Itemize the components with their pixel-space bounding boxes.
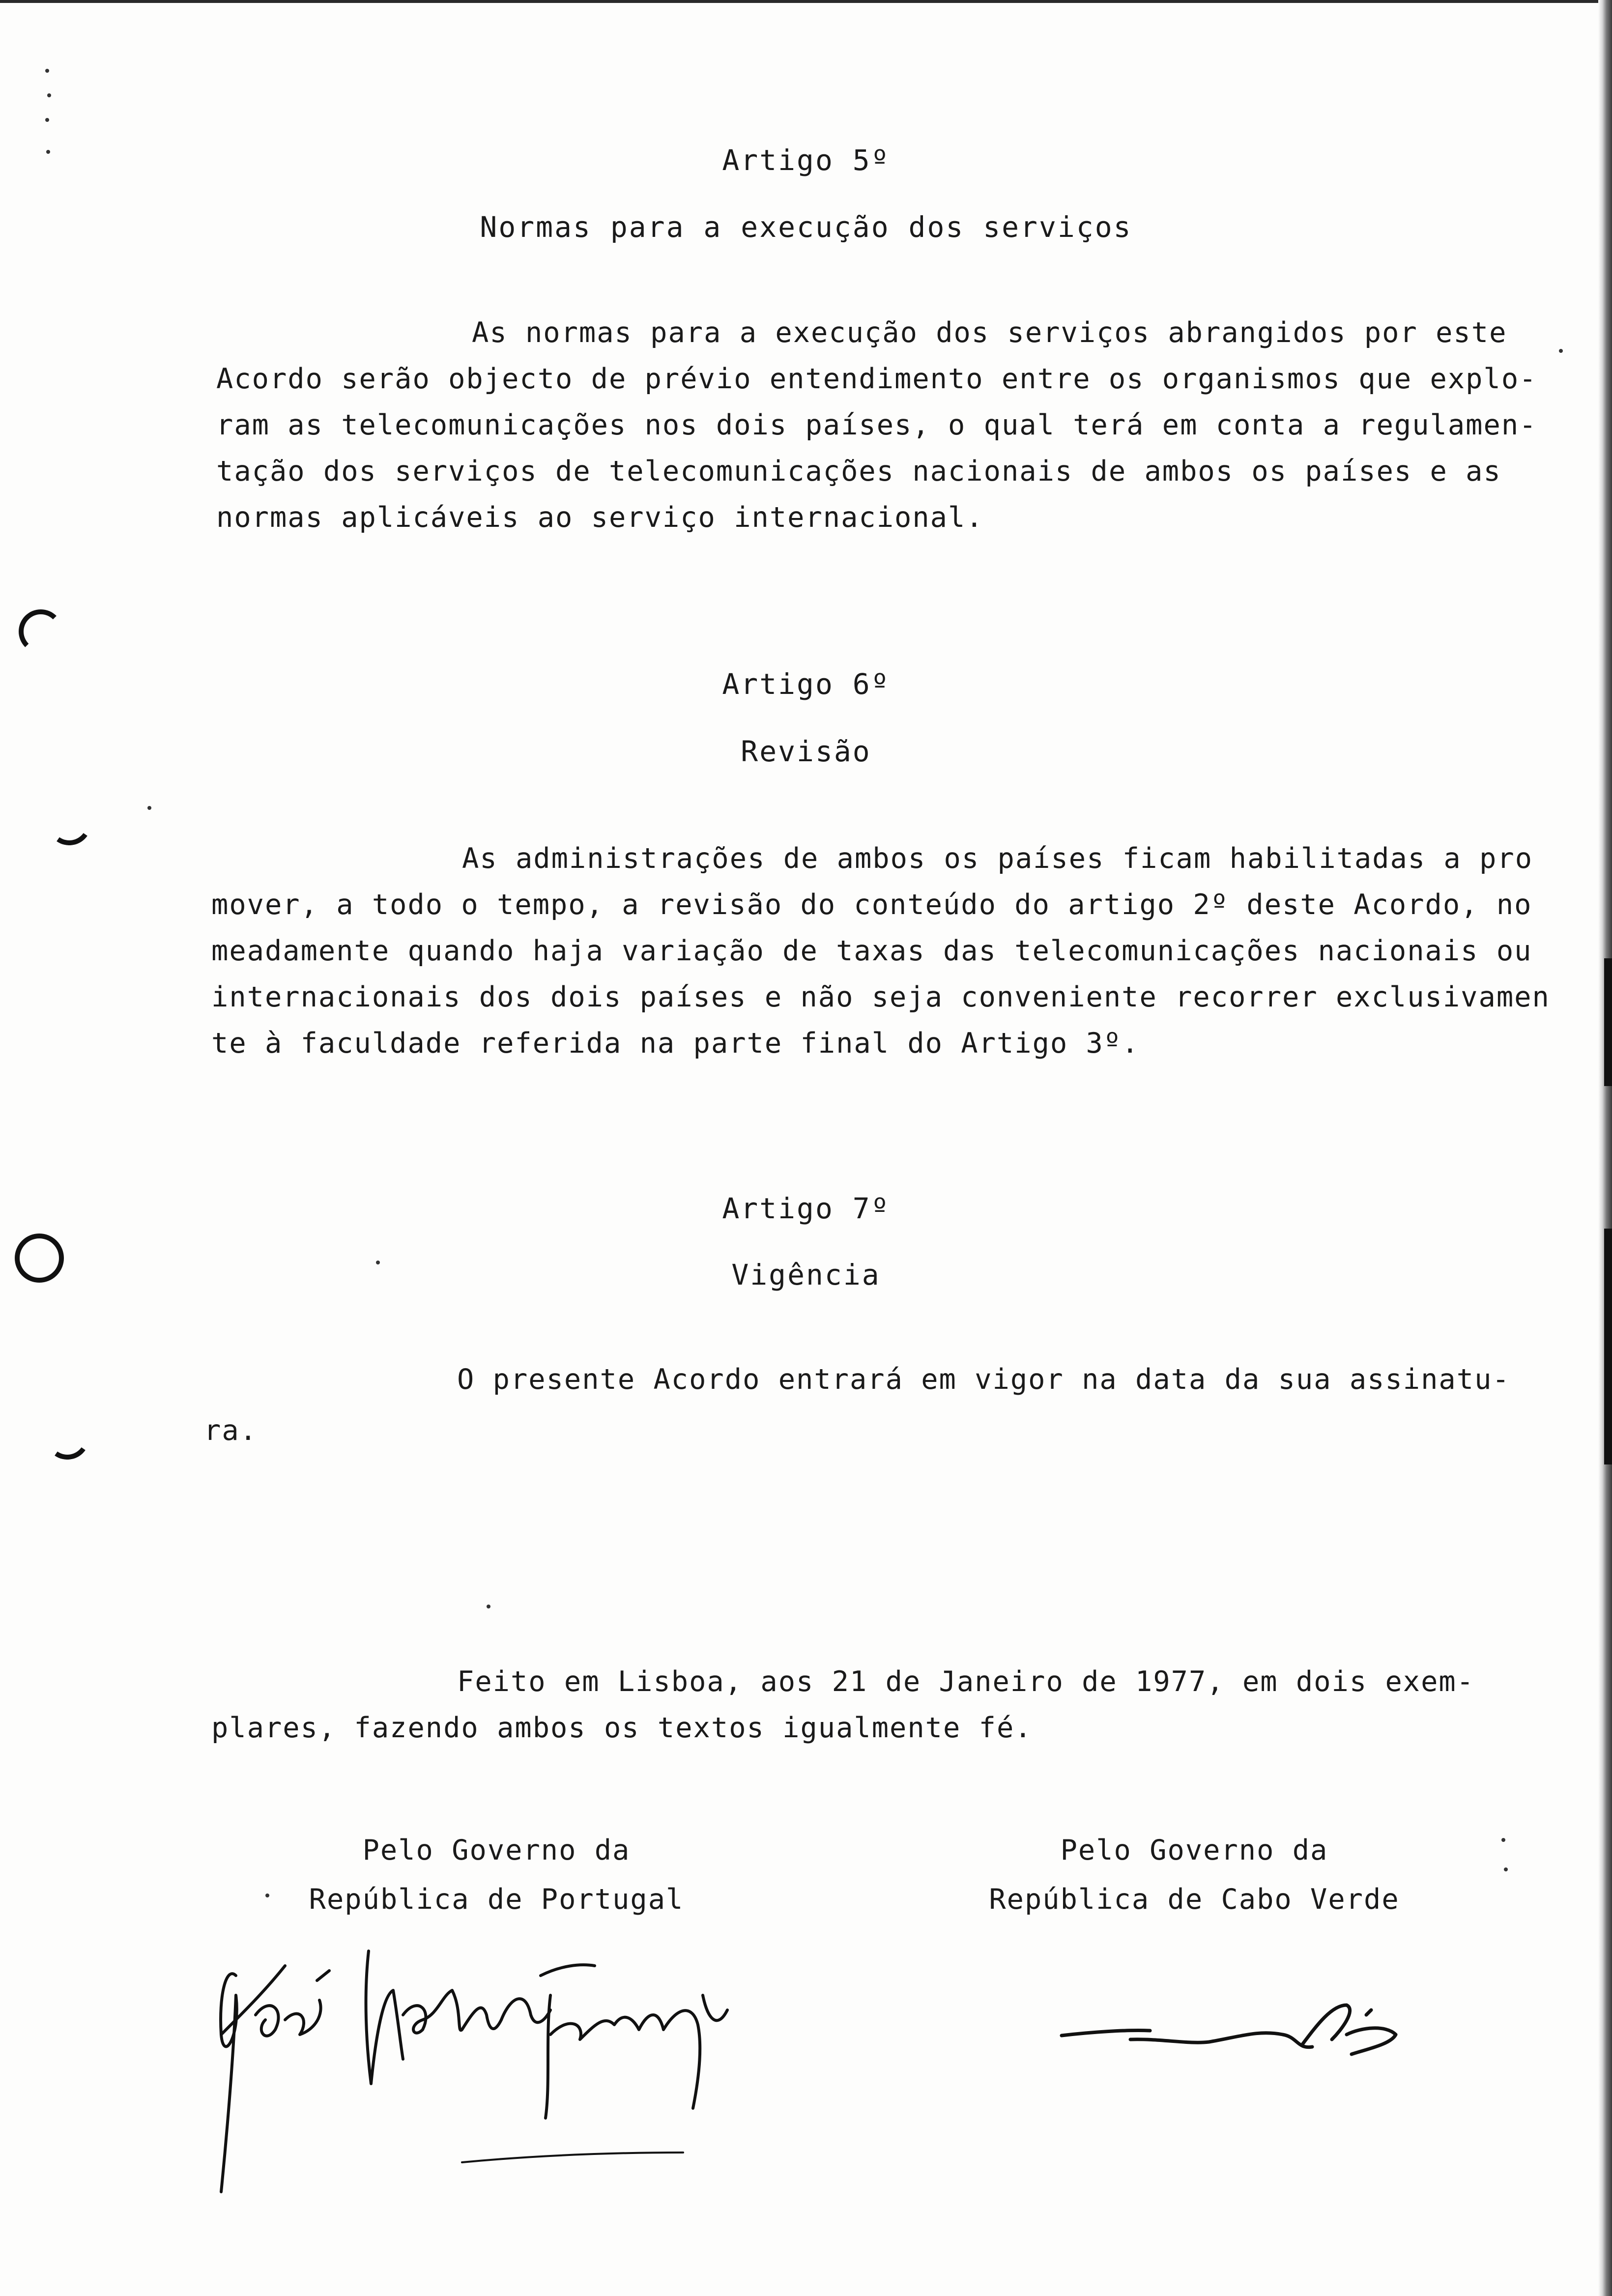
article-5-subtitle: Normas para a execução dos serviços: [480, 210, 1132, 244]
text-line: plares, fazendo ambos os textos igualmente fé.: [211, 1712, 1033, 1744]
signatory-portugal-line2: República de Portugal: [309, 1883, 684, 1916]
scan-speck: [47, 93, 51, 97]
text-line: As administrações de ambos os países ficam habilitadas a pro: [462, 842, 1533, 875]
punch-hole-mark: [42, 1412, 93, 1463]
scan-speck: [265, 1894, 269, 1897]
signature-portugal: [206, 1936, 786, 2211]
text-line: meadamente quando haja variação de taxas das telecomunicações nacionais ou: [211, 935, 1532, 967]
signature-cabo-verde: [1052, 1990, 1435, 2089]
closing-paragraph: [211, 1659, 1474, 1751]
text-line: ram as telecomunicações nos dois países, o qual terá em conta a regulamen-: [216, 409, 1537, 441]
article-7-title: Artigo 7º: [722, 1192, 890, 1225]
signatory-portugal: [275, 1826, 718, 1924]
article-6-subtitle: Revisão: [741, 735, 871, 768]
scan-speck: [1501, 1838, 1505, 1842]
text-line: tação dos serviços de telecomunicações nacionais de ambos os países e as: [216, 455, 1501, 488]
signatory-cabo-verde-line1: Pelo Governo da: [1060, 1834, 1328, 1866]
right-scan-edge: [1598, 0, 1612, 2296]
article-5-paragraph: [216, 310, 1537, 541]
article-5-title: Artigo 5º: [722, 144, 890, 177]
signatory-portugal-line1: Pelo Governo da: [362, 1834, 631, 1866]
article-6-title: Artigo 6º: [722, 667, 890, 701]
punch-hole-mark: [44, 798, 95, 849]
punch-hole-mark: [19, 609, 63, 654]
top-scan-edge: [0, 0, 1612, 3]
article-7-paragraph: [204, 1354, 1510, 1456]
text-line: mover, a todo o tempo, a revisão do conteúdo do artigo 2º deste Acordo, no: [211, 889, 1532, 921]
text-line: te à faculdade referida na parte final do Artigo 3º.: [211, 1027, 1140, 1060]
scan-speck: [1559, 349, 1563, 353]
article-6-paragraph: [211, 835, 1550, 1066]
text-line: normas aplicáveis ao serviço internacional.: [216, 501, 984, 534]
text-line: Feito em Lisboa, aos 21 de Janeiro de 1977, em dois exem-: [457, 1665, 1475, 1698]
signatory-cabo-verde-line2: República de Cabo Verde: [989, 1883, 1400, 1916]
scan-speck: [45, 118, 49, 122]
text-line: Acordo serão objecto de prévio entendimento entre os organismos que explo-: [216, 363, 1537, 395]
article-7-subtitle: Vigência: [731, 1258, 881, 1292]
scan-speck: [147, 806, 151, 810]
text-line: internacionais dos dois países e não seja conveniente recorrer exclusivamen: [211, 981, 1550, 1013]
scan-speck: [487, 1605, 490, 1608]
scan-speck: [45, 69, 49, 73]
right-scan-shadow: [1604, 958, 1612, 1086]
text-line: O presente Acordo entrará em vigor na data da sua assinatu-: [457, 1363, 1510, 1396]
text-line: As normas para a execução dos serviços abrangidos por este: [472, 316, 1507, 349]
scan-speck: [1504, 1867, 1508, 1871]
signatory-cabo-verde: [973, 1826, 1415, 1924]
text-line: ra.: [204, 1414, 258, 1447]
